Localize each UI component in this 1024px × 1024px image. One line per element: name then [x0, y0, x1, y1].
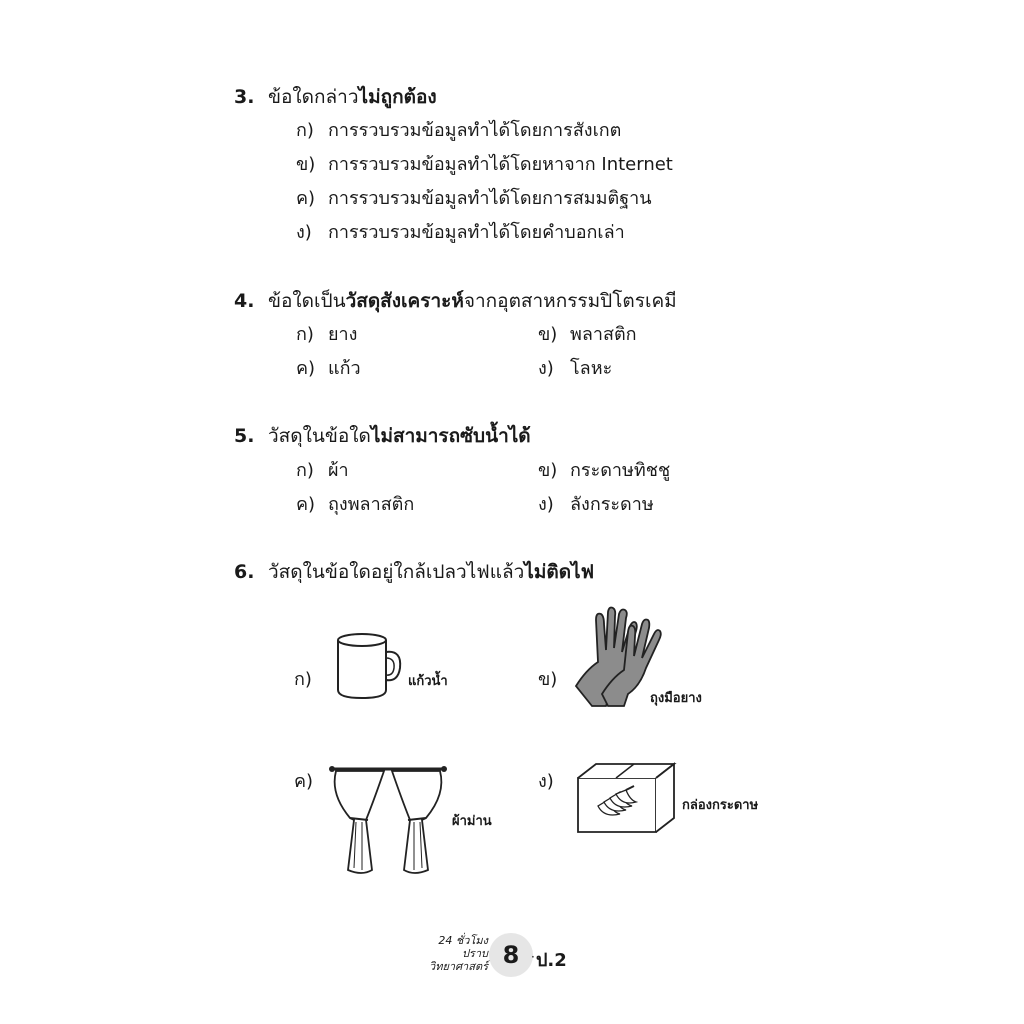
q6-option-d-caption: กล่องกระดาษ: [682, 798, 759, 813]
question-3-stem: 3. ข้อใดกล่าวไม่ถูกต้อง: [234, 86, 437, 108]
q3-option-d: ง) การรวบรวมข้อมูลทำได้โดยคำบอกเล่า: [296, 222, 625, 243]
question-6-stem: 6. วัสดุในข้อใดอยู่ใกล้เปลวไฟแล้วไม่ติดไฟ: [234, 561, 595, 583]
q5-option-b: ข) กระดาษทิชชู: [538, 460, 671, 481]
q4-option-c: ค) แก้ว: [296, 358, 361, 379]
mug-icon: [334, 630, 406, 702]
q5-option-c: ค) ถุงพลาสติก: [296, 494, 415, 515]
q6-option-a-label: ก): [294, 669, 312, 690]
question-4-stem: 4. ข้อใดเป็นวัสดุสังเคราะห์จากอุตสาหกรรมปิโตรเคมี: [234, 290, 677, 312]
q4-option-a: ก) ยาง: [296, 324, 358, 345]
q3-option-a: ก) การรวบรวมข้อมูลทำได้โดยการสังเกต: [296, 120, 622, 141]
q6-option-a-caption: แก้วน้ำ: [408, 674, 448, 689]
q6-option-d-label: ง): [538, 771, 554, 792]
q6-option-b-caption: ถุงมือยาง: [650, 691, 702, 706]
page-number-badge: 8: [489, 933, 533, 977]
q3-option-c: ค) การรวบรวมข้อมูลทำได้โดยการสมมติฐาน: [296, 188, 652, 209]
q6-option-c-caption: ผ้าม่าน: [452, 814, 492, 829]
curtain-icon: [328, 764, 448, 876]
q6-option-c-label: ค): [294, 771, 314, 792]
q4-option-b: ข) พลาสติก: [538, 324, 637, 345]
cardboard-box-icon: [576, 762, 676, 834]
footer-dot-right: ·: [531, 950, 535, 964]
q5-option-d: ง) ลังกระดาษ: [538, 494, 654, 515]
footer-book-title: 24 ชั่วโมง ปราบ วิทยาศาสตร์: [429, 934, 488, 973]
question-5-stem: 5. วัสดุในข้อใดไม่สามารถซับน้ำได้: [234, 425, 531, 447]
q3-option-b: ข) การรวบรวมข้อมูลทำได้โดยหาจาก Internet: [296, 154, 673, 175]
q4-option-d: ง) โลหะ: [538, 358, 613, 379]
q5-option-a: ก) ผ้า: [296, 460, 349, 481]
q6-option-b-label: ข): [538, 669, 558, 690]
footer-grade: ป.2: [536, 950, 567, 971]
